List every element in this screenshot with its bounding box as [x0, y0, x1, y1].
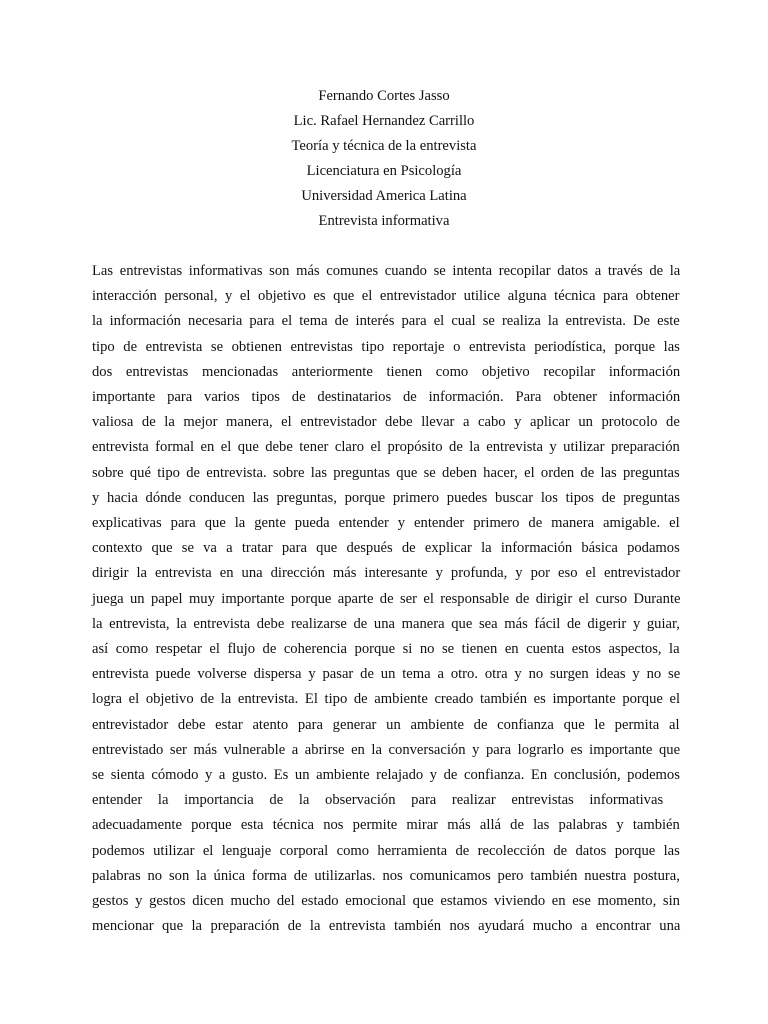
- paragraph-line: juega un papel muy importante porque aparte de ser el responsable de dirigir el curso Durante: [92, 590, 681, 607]
- author-name: Fernando Cortes Jasso: [318, 88, 450, 104]
- paragraph-line: gestos y gestos dicen mucho del estado emocional que estamos viviendo en ese momento, sin: [92, 893, 680, 910]
- paragraph-line: podemos utilizar el lenguaje corporal como herramienta de recolección de datos porque las: [92, 842, 680, 859]
- body-paragraph: [92, 259, 680, 939]
- paragraph-line: tipo de entrevista se obtienen entrevistas tipo reportaje o entrevista periodística, porque las: [92, 338, 680, 355]
- paragraph-line: y hacia dónde conducen las preguntas, porque primero puedes buscar los tipos de preguntas: [92, 489, 680, 506]
- paragraph-line: entrevistado ser más vulnerable a abrirse en la conversación y para lograrlo es importante que: [92, 741, 681, 758]
- document-header: [0, 84, 768, 234]
- document-title: Entrevista informativa: [318, 213, 450, 229]
- paragraph-line: la información necesaria para el tema de interés para el cual se realiza la entrevista. De este: [92, 313, 680, 330]
- paragraph-line: interacción personal, y el objetivo es que el entrevistador utilice alguna técnica para obtener: [92, 288, 680, 305]
- paragraph-line: entrevista formal en el que debe tener claro el propósito de la entrevista y utilizar preparación: [92, 439, 680, 456]
- paragraph-line: entrevistador debe estar atento para generar un ambiente de confianza que le permita al: [92, 716, 680, 733]
- paragraph-line: valiosa de la mejor manera, el entrevistador debe llevar a cabo y aplicar un protocolo de: [92, 414, 680, 431]
- paragraph-line: dirigir la entrevista en una dirección más interesante y profunda, y por eso el entrevistador: [92, 565, 681, 582]
- degree-program: Licenciatura en Psicología: [306, 163, 462, 179]
- paragraph-line: Las entrevistas informativas son más comunes cuando se intenta recopilar datos a través de la: [92, 263, 681, 279]
- paragraph-line: importante para varios tipos de destinatarios de información. Para obtener información: [92, 389, 681, 406]
- paragraph-line: así como respetar el flujo de coherencia porque si no se tienen en cuenta estos aspectos, la: [92, 641, 680, 658]
- paragraph-line: explicativas para que la gente pueda entender y entender primero de manera amigable. el: [92, 515, 680, 532]
- paragraph-line: contexto que se va a tratar para que después de explicar la información básica podamos: [92, 540, 680, 557]
- paragraph-line: logra el objetivo de la entrevista. El tipo de ambiente creado también es importante porque el: [92, 691, 681, 708]
- paragraph-line: entrevista puede volverse dispersa y pasar de un tema a otro. otra y no surgen ideas y no se: [92, 666, 681, 683]
- paragraph-line: palabras no son la única forma de utilizarlas. nos comunicamos pero también nuestra postura,: [92, 867, 680, 884]
- paragraph-line: se sienta cómodo y a gusto. Es un ambiente relajado y de confianza. En conclusión, podemos: [92, 767, 680, 784]
- paragraph-line: mencionar que la preparación de la entrevista también nos ayudará mucho a encontrar una: [92, 918, 681, 935]
- professor-name: Lic. Rafael Hernandez Carrillo: [293, 113, 475, 129]
- university-name: Universidad America Latina: [301, 188, 467, 204]
- paragraph-line: la entrevista, la entrevista debe realizarse de una manera que sea más fácil de digerir y guiar,: [92, 615, 680, 632]
- paragraph-line: entender la importancia de la observación para realizar entrevistas informativas: [92, 792, 664, 809]
- paragraph-line: adecuadamente porque esta técnica nos permite mirar más allá de las palabras y también: [92, 817, 680, 834]
- paragraph-line: sobre qué tipo de entrevista. sobre las preguntas que se deben hacer, el orden de las preguntas: [92, 464, 680, 481]
- course-name: Teoría y técnica de la entrevista: [291, 138, 477, 154]
- paragraph-line: dos entrevistas mencionadas anteriormente tienen como objetivo recopilar información: [92, 363, 681, 380]
